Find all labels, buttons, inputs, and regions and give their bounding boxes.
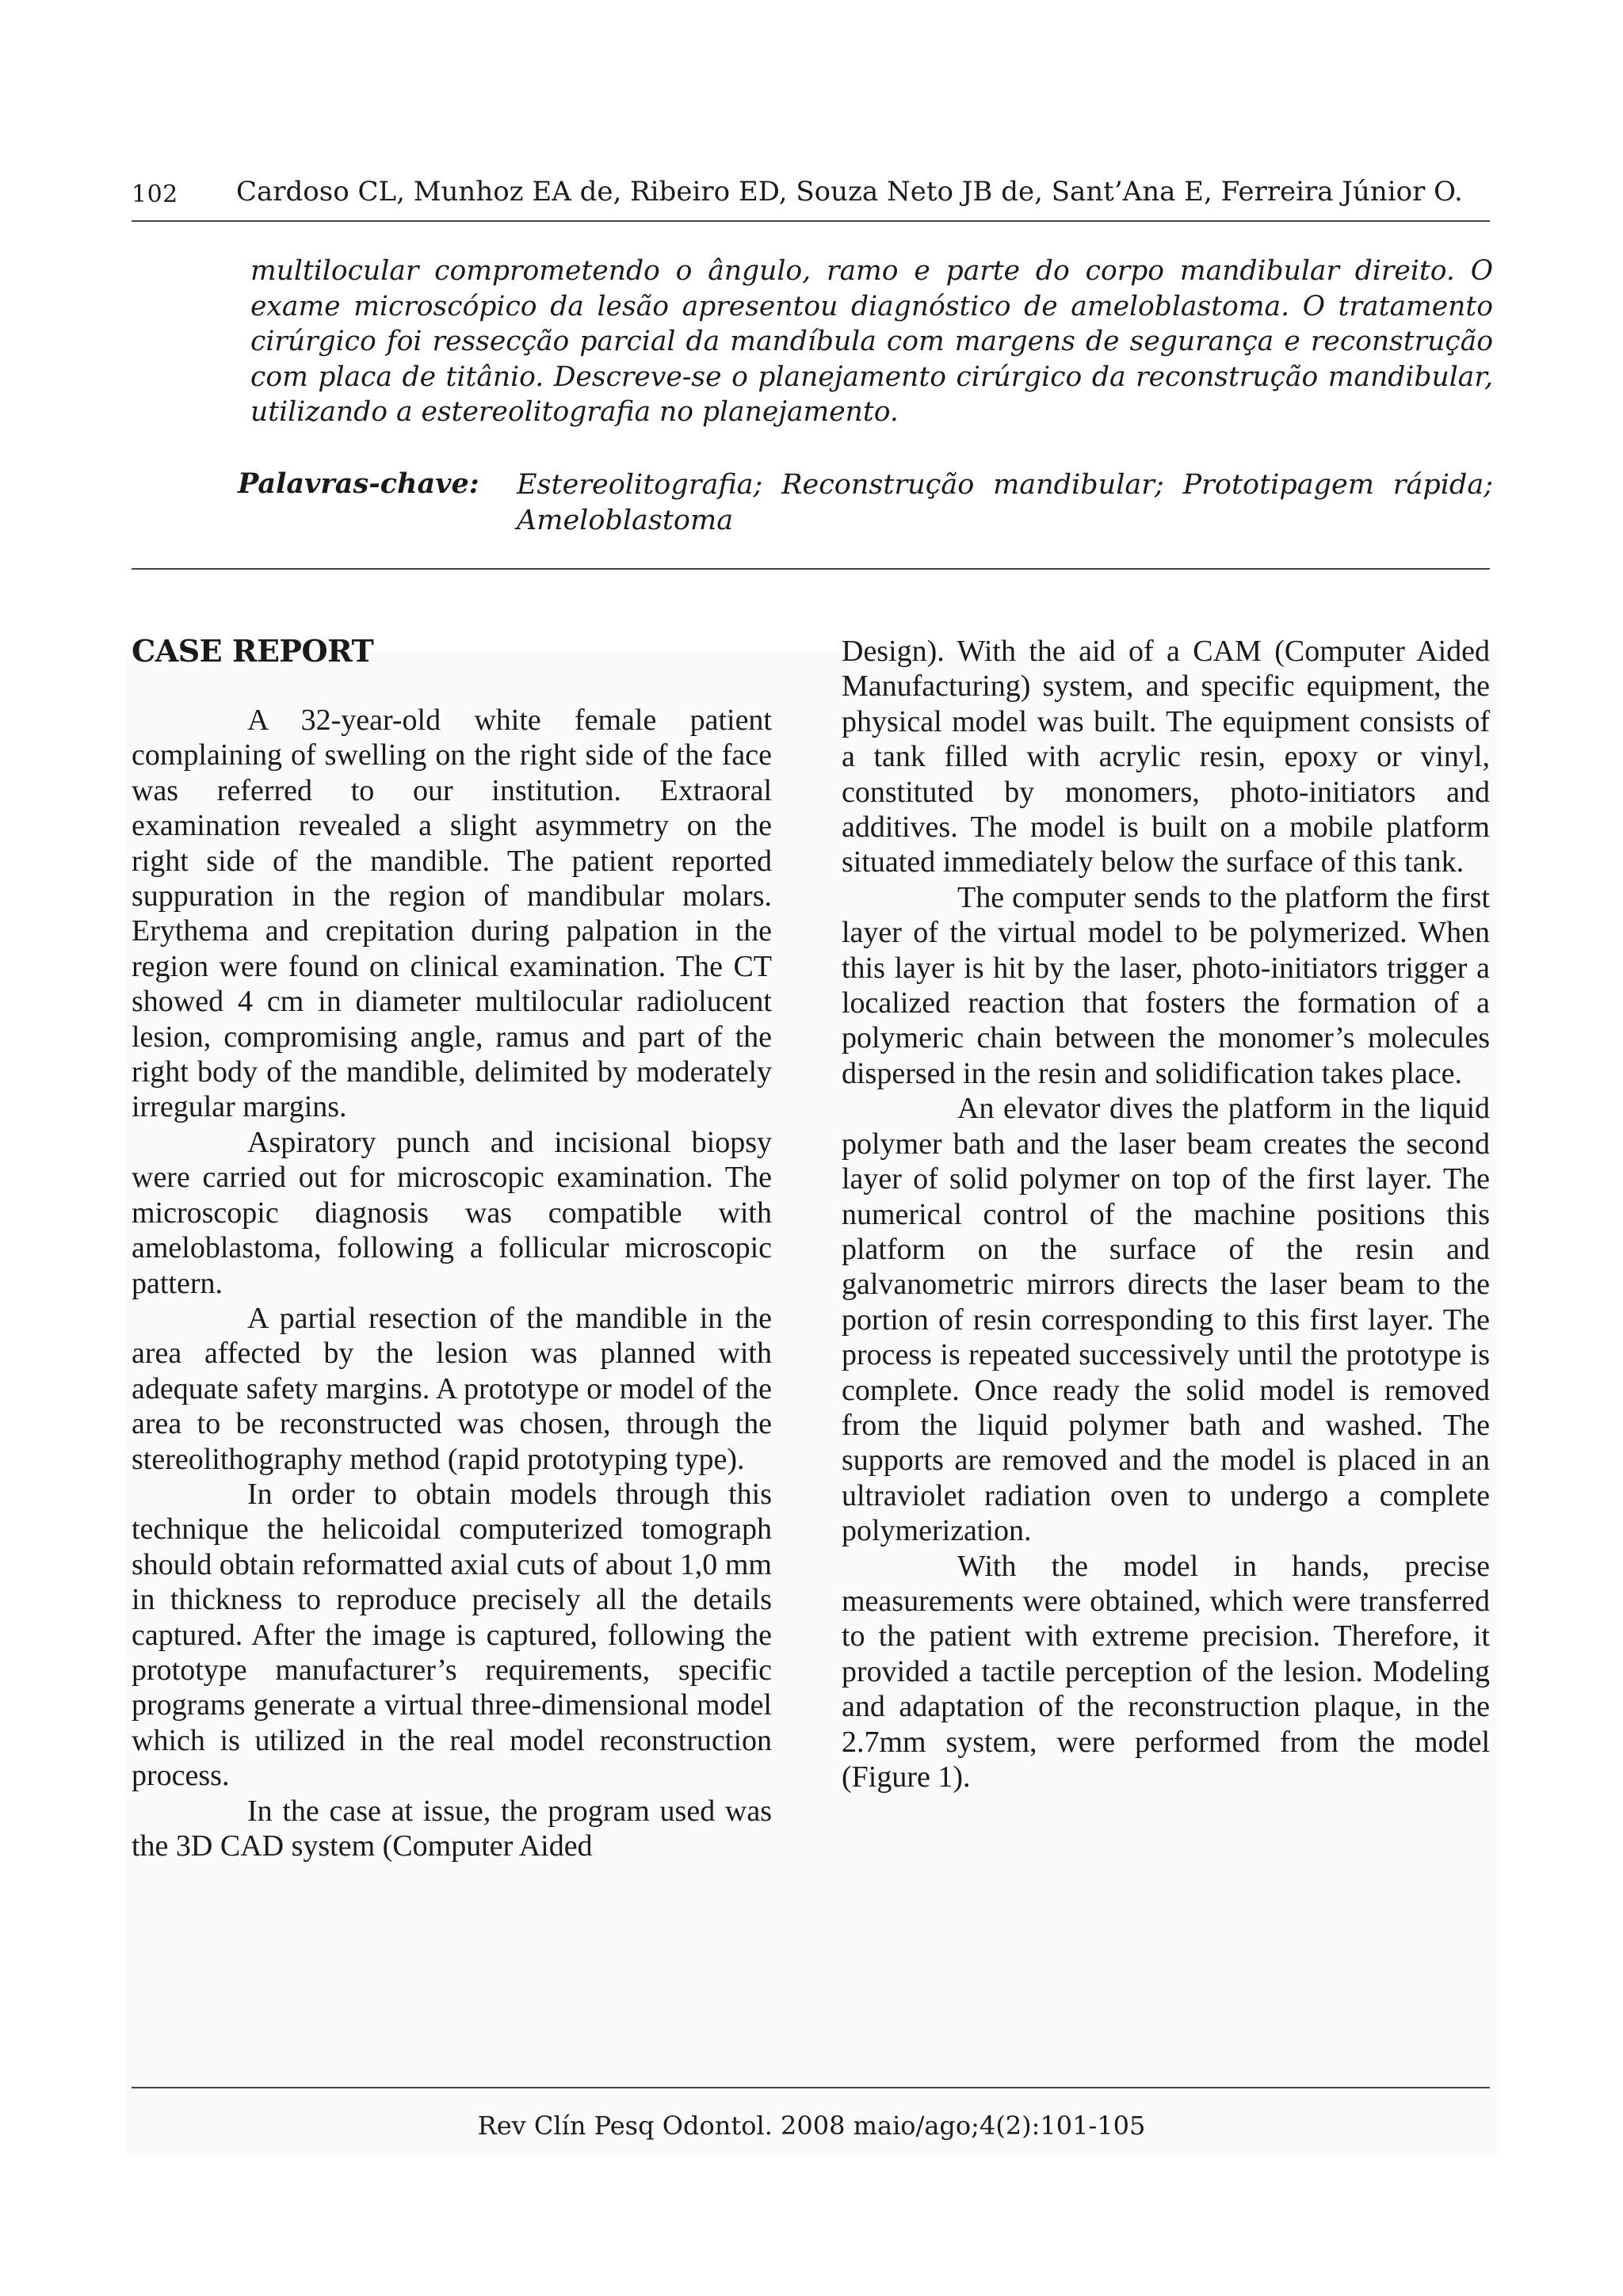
abstract-continuation: multilocular comprometendo o ângulo, ramo e parte do corpo mandibular direito. O exame microscópico da lesão apresentou diagnóstico de ameloblastoma. O tratamento cirúrgico foi ressecção parcial da mandíbula com margens de segurança e reconstrução com placa de titânio. Descreve-se o planejamento cirúrgico da reconstrução mandibular, utilizando a estereolitografia no planejamento. <box>250 255 1493 428</box>
header-divider <box>132 568 1490 570</box>
journal-citation: Rev Clín Pesq Odontol. 2008 maio/ago;4(2):101-105 <box>477 2111 1146 2141</box>
paragraph: With the model in hands, precise measurements were obtained, which were transferred to the patient with extreme precision. Therefore, it provided a tactile perception of the lesion. Modeling and adaptation of the reconstruction plaque, in the 2.7mm system, were performed from the model (Figure 1). <box>842 1549 1490 1794</box>
paragraph: Design). With the aid of a CAM (Computer Aided Manufacturing) system, and specific equipment, the physical model was built. The equipment consists of a tank filled with acrylic resin, epoxy or vinyl, constituted by monomers, photo-initiators and additives. The model is built on a mobile platform situated immediately below the surface of this tank. <box>842 635 1490 879</box>
paragraph: A 32-year-old white female patient complaining of swelling on the right side of the face was referred to our institution. Extraoral examination revealed a slight asymmetry on the right side of the mandible. The patient reported suppuration in the region of mandibular molars. Erythema and crepitation during palpation in the region were found on clinical examination. The CT showed 4 cm in diameter multilocular radiolucent lesion, compromising angle, ramus and part of the right body of the mandible, delimited by moderately irregular margins. <box>132 704 772 1124</box>
paragraph: In the case at issue, the program used was the 3D CAD system (Computer Aided <box>132 1794 772 1863</box>
right-column <box>842 634 1490 1794</box>
header-authors: Cardoso CL, Munhoz EA de, Ribeiro ED, Souza Neto JB de, Sant’Ana E, Ferreira Júnior O. <box>236 176 1463 208</box>
left-column <box>132 634 772 1863</box>
paragraph: In order to obtain models through this technique the helicoidal computerized tomograph should obtain reformatted axial cuts of about 1,0 mm in thickness to reproduce precisely all the details captured. After the image is captured, following the prototype manufacturer’s requirements, specific programs generate a virtual three-dimensional model which is utilized in the real model reconstruction process. <box>132 1477 772 1793</box>
keywords-text: Estereolitografia; Reconstrução mandibular; Prototipagem rápida; Ameloblastoma <box>517 469 1493 536</box>
page-number: 102 <box>132 181 178 208</box>
keywords-label: Palavras-chave: <box>238 467 479 500</box>
section-title: CASE REPORT <box>132 633 374 669</box>
paragraph: A partial resection of the mandible in the area affected by the lesion was planned with adequate safety margins. A prototype or model of the area to be reconstructed was chosen, through the stereolithography method (rapid prototyping type). <box>132 1301 772 1476</box>
paragraph: An elevator dives the platform in the liquid polymer bath and the laser beam creates the second layer of solid polymer on top of the first layer. The numerical control of the machine positions this platform on the surface of the resin and galvanometric mirrors directs the laser beam to the portion of resin corresponding to this first layer. The process is repeated successively until the prototype is complete. Once ready the solid model is removed from the liquid polymer bath and washed. The supports are removed and the model is placed in an ultraviolet radiation oven to undergo a complete polymerization. <box>842 1092 1490 1548</box>
running-header <box>132 176 1490 222</box>
paragraph: Aspiratory punch and incisional biopsy were carried out for microscopic examination. The microscopic diagnosis was compatible with ameloblastoma, following a follicular microscopic pattern. <box>132 1125 772 1300</box>
footer-divider <box>132 2087 1490 2088</box>
paragraph: The computer sends to the platform the first layer of the virtual model to be polymerized. When this layer is hit by the laser, photo-initiators trigger a localized reaction that fosters the formation of a polymeric chain between the monomer’s molecules dispersed in the resin and solidification takes place. <box>842 880 1490 1090</box>
